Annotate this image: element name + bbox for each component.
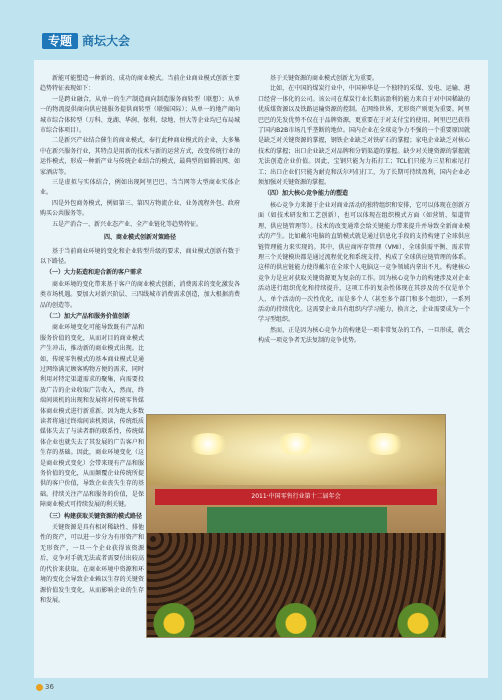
paragraph: 一是跨业融合，从单一的生产制造商向制造服务商转型（联想）；从单一的物流提供商向供应链服务提供商转型（联强国际）；从单一的地产商向城市综合体转型（万科、龙湖、华润、保利、绿地、恒大等企业均已布局城市综合体项目）。 xyxy=(40,95,240,135)
photo-flowers xyxy=(273,603,319,637)
photo-flowers xyxy=(151,603,197,637)
photo-flowers xyxy=(395,603,441,637)
page-header xyxy=(0,0,502,48)
paragraph: 新能可能塑造一种新的、成功的商业模式。当前企业商业模式创新主要趋势特征表现如下： xyxy=(40,75,240,93)
paragraph: 四是外包商务模式，例如第三、第四方物流企业、业务流程外包、政府购买公共服务等。 xyxy=(40,199,240,218)
subsection-heading: （三）构建获取关键资源的模式路径 xyxy=(46,512,143,520)
chandelier xyxy=(187,433,229,455)
conference-photo xyxy=(146,414,446,638)
section-title: 商坛大会 xyxy=(82,34,131,48)
paragraph: 关键资源是具有相对稀缺性、排他性的资产，可以进一步分为有形资产和无形资产，一旦一个企业获得该资源后，竞争对手就无法或者需要付出较高的代价来获取。在商业环境中资源和环境的变化会导致企业赖以生存的关键资源价值发生变化，从而影响企业的生存和发展。 xyxy=(40,524,144,604)
chandelier xyxy=(363,433,405,455)
paragraph: 商业环境的变化带来基于客户的商业模式创新，消费需求的变化激发各类市场机遇。要加大对新兴阶层、三四线城市消费需求创造，加大根据消费品的创造等。 xyxy=(40,280,240,309)
page-dot-icon xyxy=(36,684,43,691)
section-heading: 四、商业模式创新对策路径 xyxy=(103,234,176,242)
paragraph: 五是产消合一、新兴业态产业、全产业链化等趋势特征。 xyxy=(52,220,203,228)
paragraph: 比如，在中国的煤炭行业中，中国神华是一个独特的采煤、发电、运输、港口经营一体化的公司。该公司在煤炭行业长期高盈利的能力来自于对中国稀缺的优质煤资源以及铁路运输资源的控制。在网络世界，无形资产则更为重要。阿里巴巴的先发优势不仅在于品牌资源，更重要在于对支付宝的使用。阿里巴巴获得了国内B2B市场几乎垄断的地位。国内企业在全球竞争力不强的一个重要原因就是缺乏对关键资源的掌握，钢铁企业缺乏对铁矿石的掌握；家电企业缺乏对核心技术的掌握；出口企业缺乏对品牌和分销渠道的掌握。缺少对关键资源的掌握就无法创造企业价值。因此，宝钢只能为力拓打工；TCL们只能为三星和索尼打工；出口企业们只能为耐克和沃尔玛们打工，为了长期可持续盈利，国内企业必须加强对关键资源的掌握。 xyxy=(258,85,470,187)
subsection-heading: （一）大力拓造和迎合新的客户需求 xyxy=(46,269,143,277)
paragraph: 三是虚拟与实体结合，例如出现阿里巴巴、当当网等大型商业实体企业。 xyxy=(40,179,240,197)
section-tag: 专题 xyxy=(42,33,78,49)
paragraph: 二是新兴产业结合催生的商业模式，奉行此种商业模式的企业，大多集中在新兴服务行业，其特点是用新的技术与新的运营方式，改变传统行业的运作模式，形成一种新产业与传统企业结合的模式，最典型的如腾讯网、如家酒店等。 xyxy=(40,137,240,176)
page-number xyxy=(36,683,54,691)
paragraph: 基于当前商业环境的变化和企业转型升级的要求，商业模式创新有数于以下路径。 xyxy=(40,247,240,265)
page-number-text: 36 xyxy=(45,683,54,691)
paragraph: 然而，正是因为核心竞争力的构建是一项非常复杂的工作，一旦形成，就会构成一项竞争者无法复制的竞争优势。 xyxy=(258,326,470,345)
right-column xyxy=(258,74,470,347)
subsection-heading: （四）加大核心竞争能力的塑造 xyxy=(264,190,349,198)
paragraph: 基于关键资源的商业模式创新尤为重要。 xyxy=(270,75,379,82)
photo-banner: 2011·中国零售行业第十二届年会 xyxy=(155,489,437,505)
paragraph: 核心竞争力来源于企业对商业活动的独特组织和安排，它可以体现在创新方面（如技术研发和工艺创新），也可以体现在组织模式方面（如营销、渠道管理、供应链管理等）。技术的改变通常会给关键能力带来提升并导致全新商业模式的产生。比如戴尔电脑的直销模式就是通过信息化手段的支持构建了全球供应链管理能力来实现的。其中，供应商库存管理（VMI），全球供需平衡、需求管理三个关键模块都是通过流程优化和系统支持，构成了全球供应链管理的体系。这样的供应链能力使得戴尔在全球个人电脑这一竞争领域内拿出不凡。构建核心竞争力是应对获取关键资源更为复杂的工作。因为核心竞争力的构建涉及对企业活动进行组织优化和持续提升，这项工作的复杂性体现在其涉及的不仅是单个人、单个活动的一次性优化，而是多个人（甚至多个部门和多个组织），一系列活动的持续优化。这需要企业具有组织内学习能力，换言之，企业需要成为一个学习型组织。 xyxy=(258,201,470,324)
photo-stage xyxy=(207,507,387,535)
subsection-heading: （二）加大产品和服务价值创新 xyxy=(46,312,131,320)
paragraph: 商业环境变化可能导致既有产品和服务价值的变化，从而对目的商业模式产生冲击，推动新的商业模式出现。比如，传统零售模式的基本商业模式是通过网络满足顾客购物方便的需求，同时利用对特定渠道需求的聚集，向需要投放广告的企业收取广告收入，然而，终端间谈机的出现和发展将对传统零售媒体商业模式进行新重新。因为绝大多数读者将通过终端间读机阅读，传统纸质媒体失去了与读者群的联系性，传统媒体企业也就失去了其发展的广告客户和生存的基础。因此，商业环境变化（这是商业模式变化）会带来现有产品和服务价值的变化，从而颠覆企业传统所提供的客户价值，导致企业丧失生存的基础。持续关注产品和服务的价值，是保障商业模式可持续发展的利关键。 xyxy=(40,324,144,509)
chandelier xyxy=(275,433,317,455)
